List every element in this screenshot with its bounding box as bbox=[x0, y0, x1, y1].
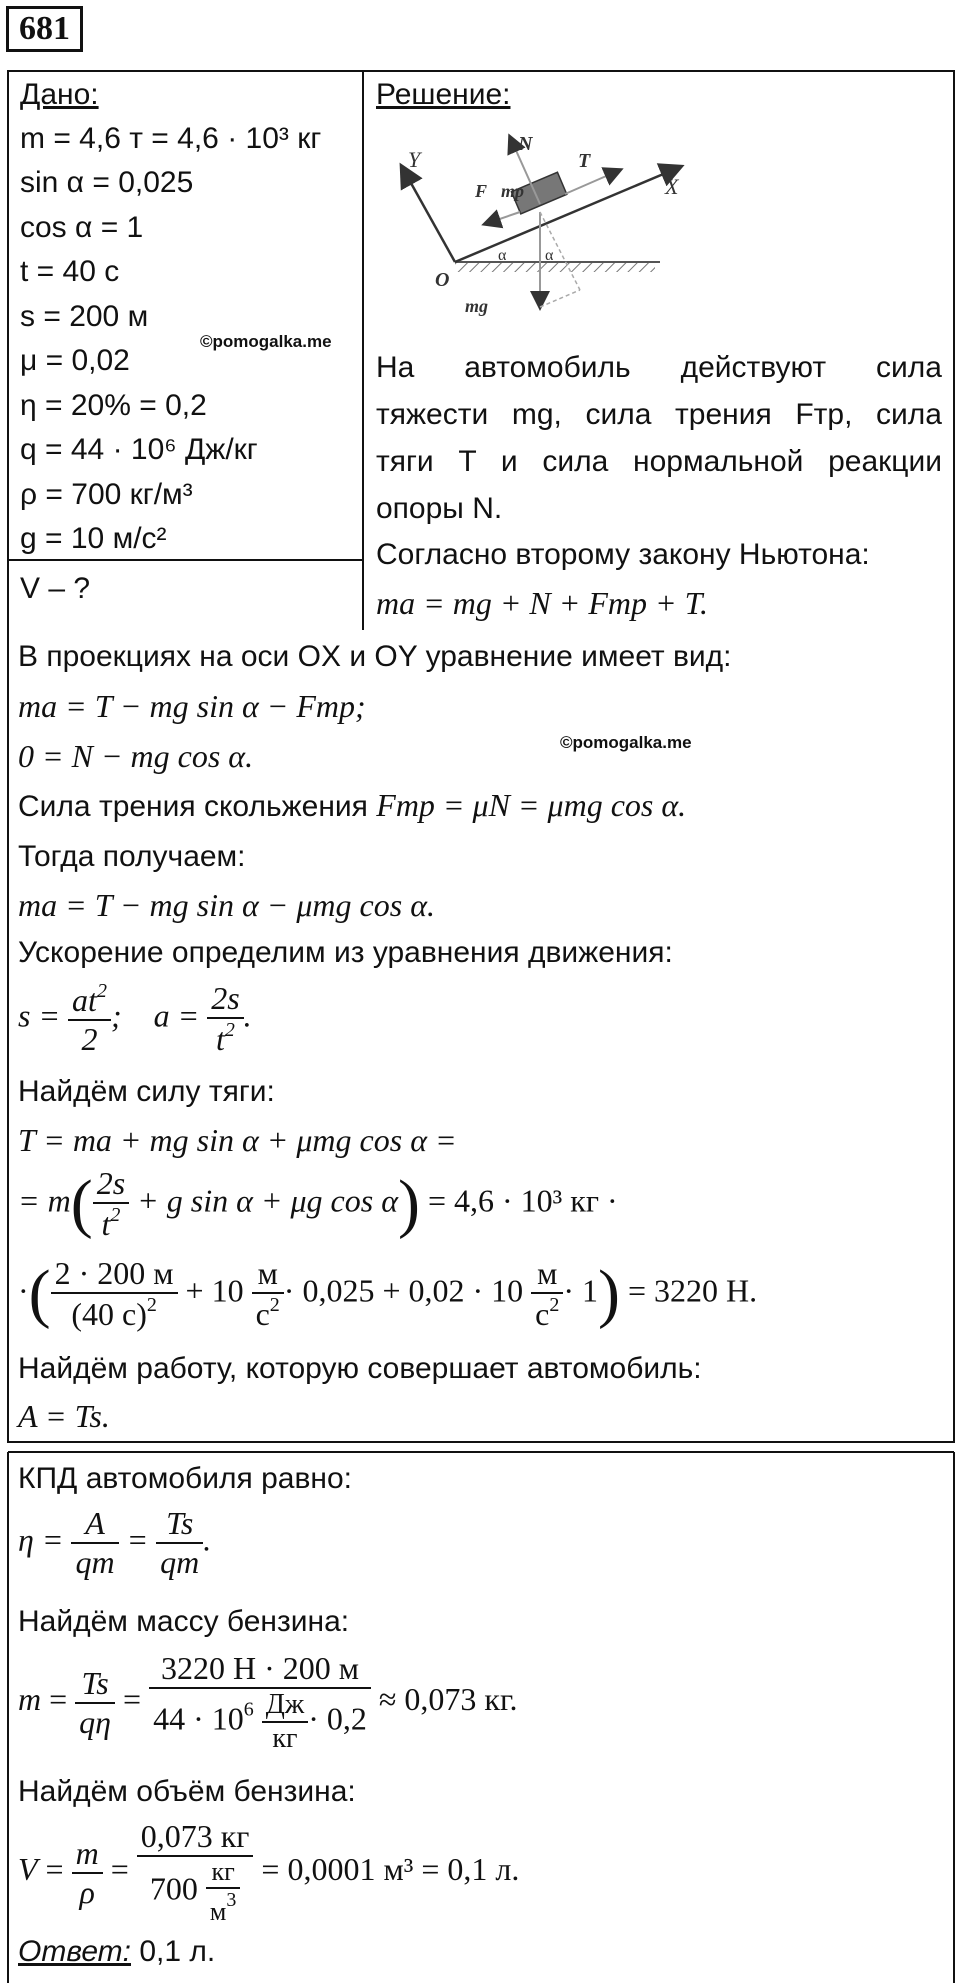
problem-number: 681 bbox=[6, 6, 83, 52]
ground-hatch bbox=[455, 262, 655, 272]
given-line: t = 40 с bbox=[20, 255, 120, 288]
efficiency-equation: η = $\frac{A}{qm}$ = $\frac{Ts}{qm}$ . bbox=[18, 1505, 212, 1580]
given-line: η = 20% = 0,2 bbox=[20, 389, 207, 422]
mass-equation: m = $\frac{Ts}{q\eta}$ = 3220 Н · 200 м $44 \cdot 10^6$ $\frac{Дж}{кг}$ · 0,2 ≈ 0,073 кг. bbox=[18, 1650, 518, 1754]
volume-result: = 0,0001 м³ = 0,1 л. bbox=[261, 1850, 520, 1887]
work-equation: A = Ts. bbox=[18, 1398, 110, 1434]
forces-line: тяжести mg, сила трения Fтр, сила bbox=[376, 398, 942, 431]
forces-line: На автомобиль действуют сила bbox=[376, 351, 942, 384]
projection-text: В проекциях на оси OX и OY уравнение имеет вид: bbox=[18, 640, 732, 673]
given-header: Дано: bbox=[20, 78, 99, 111]
then-text: Тогда получаем: bbox=[18, 840, 246, 873]
given-line: m = 4,6 т = 4,6 · 10³ кг bbox=[20, 122, 322, 155]
friction-text: Сила трения скольжения bbox=[18, 790, 368, 823]
friction-arrow bbox=[485, 212, 520, 224]
projection-eq-y: 0 = N − mg cos α. bbox=[18, 738, 254, 774]
volume-equation: V = $\frac{m}{\rho}$ = 0,073 кг 700 $\frac{кг}{м^3}$ = 0,0001 м³ = 0,1 л. bbox=[18, 1818, 520, 1926]
volume-text: Найдём объём бензина: bbox=[18, 1775, 356, 1808]
given-line: cos α = 1 bbox=[20, 211, 144, 244]
given-line: sin α = 0,025 bbox=[20, 166, 194, 199]
diagram-label: N⃗ bbox=[518, 133, 548, 155]
y-axis bbox=[402, 167, 455, 262]
watermark: ©pomogalka.me bbox=[560, 733, 692, 752]
answer-value: 0,1 л. bbox=[139, 1935, 216, 1968]
forces-line: опоры N. bbox=[376, 492, 503, 525]
given-line: g = 10 м/с² bbox=[20, 522, 167, 555]
newton-equation: ma = mg + N + Fтр + T. bbox=[376, 585, 709, 621]
friction-line bbox=[18, 787, 686, 824]
acceleration-text: Ускорение определим из уравнения движения: bbox=[18, 936, 673, 969]
efficiency-text: КПД автомобиля равно: bbox=[18, 1462, 352, 1495]
thrust-text: Найдём силу тяги: bbox=[18, 1075, 275, 1108]
work-text: Найдём работу, которую совершает автомобиль: bbox=[18, 1352, 702, 1385]
given-line: s = 200 м bbox=[20, 300, 149, 333]
inclined-plane-diagram bbox=[380, 112, 710, 337]
diagram-label: T⃗ bbox=[578, 150, 606, 172]
given-line: ρ = 700 кг/м³ bbox=[20, 478, 193, 511]
thrust-equation-3: ·( $\frac{2 \cdot 200 м}{(40 с)^2}$ + 10 $\frac{м}{с^2}$ · 0,025 + 0,02 · 10 $\frac{м}{с^2}$ · 1) = 3220 Н. bbox=[18, 1255, 758, 1332]
watermark: ©pomogalka.me bbox=[200, 332, 332, 351]
thrust-equation-2: = m( $\frac{2s}{t^2}$ + g sin α + μg cos α) = 4,6 · 10³ кг · bbox=[18, 1165, 618, 1242]
diagram-label: mg⃗ bbox=[465, 296, 503, 316]
find-line: V – ? bbox=[20, 572, 91, 605]
diagram-label: F⃗тр bbox=[475, 181, 525, 201]
given-line: μ = 0,02 bbox=[20, 344, 130, 377]
mass-result: ≈ 0,073 кг. bbox=[378, 1680, 518, 1717]
answer-line bbox=[18, 1935, 215, 1969]
newton-text: Согласно второму закону Ньютона: bbox=[376, 538, 870, 571]
diagram-label: X bbox=[665, 174, 679, 199]
thrust-result: = 3220 Н. bbox=[628, 1272, 758, 1309]
projection-eq-x: ma = T − mg sin α − Fтр; bbox=[18, 688, 366, 724]
thrust-equation-1: T = ma + mg sin α + μmg cos α = bbox=[18, 1122, 457, 1158]
thrust-arrow bbox=[565, 170, 620, 194]
diagram-label: α bbox=[545, 247, 554, 264]
forces-line: тяги T и сила нормальной реакции bbox=[376, 445, 942, 478]
given-line: q = 44 · 10⁶ Дж/кг bbox=[20, 433, 258, 466]
solution-header: Решение: bbox=[376, 78, 511, 111]
diagram-label: Y bbox=[408, 147, 421, 172]
diagram-label: α bbox=[498, 247, 507, 264]
thrust-prefix: = 4,6 · 10³ кг · bbox=[427, 1182, 618, 1219]
then-equation: ma = T − mg sin α − μmg cos α. bbox=[18, 887, 435, 923]
acceleration-equation: s = $\frac{at^2}{2}$ ; a = $\frac{2s}{t^2}$ . bbox=[18, 980, 252, 1057]
answer-label: Ответ: bbox=[18, 1935, 131, 1968]
diagram-label: O bbox=[435, 269, 450, 291]
friction-eq: Fтр = μN = μmg cos α. bbox=[376, 787, 687, 823]
mass-text: Найдём массу бензина: bbox=[18, 1605, 350, 1638]
